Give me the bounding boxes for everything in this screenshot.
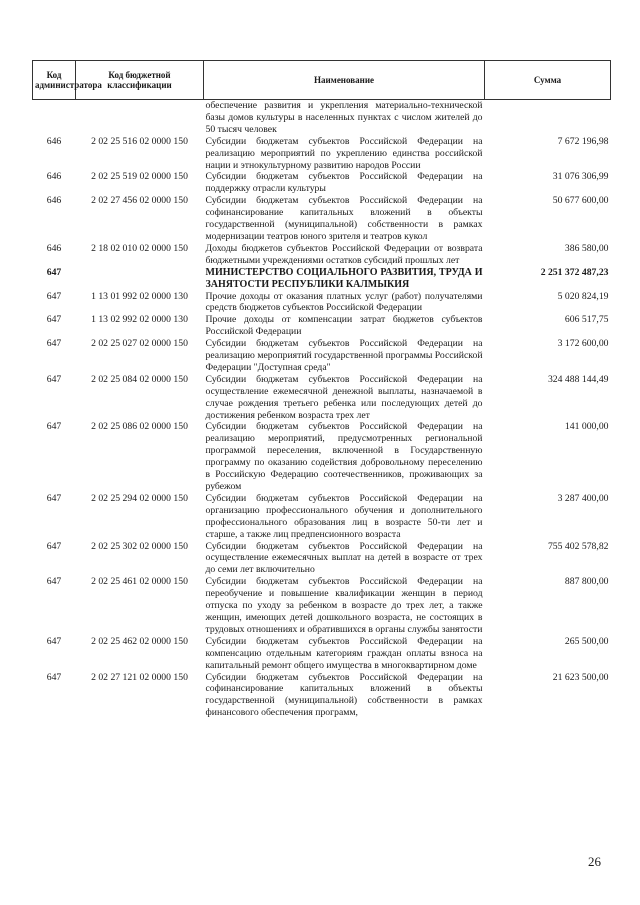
table-row: [33, 243, 611, 267]
revenue-name-cell: Субсидии бюджетам субъектов Российской Федерации на реализацию мероприятий, предусмотренных региональной программой переселения, включенной в Государственную программу по оказанию содействия добровольному переселению в Российскую Федерацию соотечественников, проживающих за рубежом: [205, 421, 483, 492]
budget-code-cell: 2 02 25 086 02 0000 150: [91, 421, 188, 433]
revenue-name-cell: Субсидии бюджетам субъектов Российской Федерации на переобучение и повышение квалификации женщин в период отпуска по уходу за ребенком в возрасте до трех лет, а также женщин, имеющих детей дошкольного возраста, не состоящих в трудовых отношениях и обратившихся в органы службы занятости: [205, 576, 483, 635]
budget-code-cell: 2 02 25 519 02 0000 150: [91, 171, 188, 183]
revenue-name-cell: Прочие доходы от оказания платных услуг (работ) получателями средств бюджетов субъектов Российской Федерации: [205, 290, 483, 314]
revenue-name-cell: Субсидии бюджетам субъектов Российской Федерации на реализацию мероприятий государственной программы Российской Федерации "Доступная среда": [205, 338, 483, 373]
budget-code-cell: 2 02 25 294 02 0000 150: [91, 492, 188, 504]
budget-code-cell: 2 18 02 010 02 0000 150: [91, 242, 188, 254]
budget-code-cell: 2 02 27 121 02 0000 150: [91, 671, 188, 683]
budget-code-cell: 2 02 25 462 02 0000 150: [91, 635, 188, 647]
sum-cell: 265 500,00: [564, 635, 609, 647]
table-row: [33, 421, 611, 492]
sum-cell: 7 672 196,98: [557, 135, 609, 147]
sum-cell: 3 172 600,00: [557, 338, 609, 350]
header-budget-code: Код бюджетной классификации: [76, 61, 204, 100]
admin-code-cell: 646: [46, 195, 62, 207]
budget-document: [32, 60, 610, 719]
revenue-name-cell: обеспечение развития и укрепления материально-технической базы домов культуры в населенных пунктах с числом жителей до 50 тысяч человек: [205, 100, 483, 135]
header-admin-code: Код администратора: [33, 61, 76, 100]
admin-code-cell: 647: [46, 338, 62, 350]
budget-code-cell: 2 02 25 027 02 0000 150: [91, 338, 188, 350]
revenue-name-cell: Субсидии бюджетам субъектов Российской Федерации на реализацию мероприятий по укреплению единства российской нации и этнокультурному развитию народов России: [205, 135, 483, 171]
table-row: [33, 672, 611, 720]
admin-code-cell: 647: [46, 635, 62, 647]
admin-code-cell: 647: [46, 576, 62, 588]
budget-code-cell: 1 13 01 992 02 0000 130: [91, 290, 188, 302]
page-number: 26: [588, 854, 601, 869]
revenue-name-cell: Субсидии бюджетам субъектов Российской Федерации на софинансирование капитальных вложений в объекты государственной (муниципальной) собственности в рамках финансового обеспечения программ,: [205, 671, 483, 719]
sum-cell: 755 402 578,82: [547, 540, 609, 552]
header-sum: Сумма: [485, 61, 611, 100]
table-row: [33, 338, 611, 374]
sum-cell: 50 677 600,00: [552, 195, 609, 207]
sum-cell: 2 251 372 487,23: [540, 266, 609, 278]
budget-code-cell: [76, 267, 204, 291]
admin-code-cell: 646: [46, 135, 62, 147]
admin-code-cell: 647: [46, 290, 62, 302]
revenue-name-cell: Субсидии бюджетам субъектов Российской Федерации на осуществление ежемесячных выплат на детей в возрасте от трех до семи лет включительно: [205, 540, 483, 576]
admin-code-cell: 646: [46, 171, 62, 183]
sum-cell: 5 020 824,19: [557, 290, 609, 302]
sum-cell: 606 517,75: [564, 314, 609, 326]
table-row: [33, 541, 611, 577]
sum-cell: 21 623 500,00: [552, 671, 609, 683]
admin-code-cell: 647: [46, 266, 62, 278]
revenue-name-cell: Доходы бюджетов субъектов Российской Федерации от возврата бюджетными учреждениями остатков субсидий прошлых лет: [205, 242, 483, 266]
budget-code-cell: 2 02 27 456 02 0000 150: [91, 195, 188, 207]
budget-revenue-table: [32, 60, 611, 719]
revenue-name-cell: МИНИСТЕРСТВО СОЦИАЛЬНОГО РАЗВИТИЯ, ТРУДА И ЗАНЯТОСТИ РЕСПУБЛИКИ КАЛМЫКИЯ: [205, 266, 483, 290]
admin-code-cell: [33, 100, 76, 136]
table-body: [33, 100, 611, 720]
sum-cell: 386 580,00: [564, 242, 609, 254]
table-row: [33, 195, 611, 243]
revenue-name-cell: Субсидии бюджетам субъектов Российской Федерации на осуществление ежемесячной денежной выплаты, назначаемой в случае рождения третьего ребенка или последующих детей до достижения ребенком возраста трех лет: [205, 373, 483, 421]
revenue-name-cell: Субсидии бюджетам субъектов Российской Федерации на компенсацию отдельным категориям граждан оплаты взноса на капитальный ремонт общего имущества в многоквартирном доме: [205, 635, 483, 671]
revenue-name-cell: Субсидии бюджетам субъектов Российской Федерации на организацию профессионального обучения и дополнительного профессионального образования лиц в возрасте 50-ти лет и старше, а также лиц предпенсионного возраста: [205, 492, 483, 540]
budget-code-cell: [76, 100, 204, 136]
table-row: [33, 100, 611, 136]
sum-cell: 887 800,00: [564, 576, 609, 588]
sum-cell: 141 000,00: [564, 421, 609, 433]
budget-code-cell: 1 13 02 992 02 0000 130: [91, 314, 188, 326]
table-row: [33, 267, 611, 291]
sum-cell: [485, 100, 611, 136]
table-row: [33, 314, 611, 338]
admin-code-cell: 647: [46, 421, 62, 433]
admin-code-cell: 647: [46, 373, 62, 385]
revenue-name-cell: Субсидии бюджетам субъектов Российской Федерации на поддержку отрасли культуры: [205, 171, 483, 195]
sum-cell: 31 076 306,99: [552, 171, 609, 183]
table-row: [33, 136, 611, 172]
header-name: Наименование: [204, 61, 485, 100]
admin-code-cell: 646: [46, 242, 62, 254]
admin-code-cell: 647: [46, 540, 62, 552]
admin-code-cell: 647: [46, 492, 62, 504]
budget-code-cell: 2 02 25 084 02 0000 150: [91, 373, 188, 385]
revenue-name-cell: Прочие доходы от компенсации затрат бюджетов субъектов Российской Федерации: [205, 314, 483, 338]
table-row: [33, 291, 611, 315]
admin-code-cell: 647: [46, 671, 62, 683]
table-row: [33, 374, 611, 422]
budget-code-cell: 2 02 25 302 02 0000 150: [91, 540, 188, 552]
revenue-name-cell: Субсидии бюджетам субъектов Российской Федерации на софинансирование капитальных вложений в объекты государственной (муниципальной) собственности в рамках модернизации театров юного зрителя и театров кукол: [205, 195, 483, 242]
budget-code-cell: 2 02 25 516 02 0000 150: [91, 135, 188, 147]
admin-code-cell: 647: [46, 314, 62, 326]
sum-cell: 3 287 400,00: [557, 492, 609, 504]
budget-code-cell: 2 02 25 461 02 0000 150: [91, 576, 188, 588]
sum-cell: 324 488 144,49: [547, 373, 609, 385]
table-header-row: [33, 61, 611, 100]
table-row: [33, 576, 611, 636]
table-row: [33, 636, 611, 672]
table-row: [33, 171, 611, 195]
table-row: [33, 493, 611, 541]
